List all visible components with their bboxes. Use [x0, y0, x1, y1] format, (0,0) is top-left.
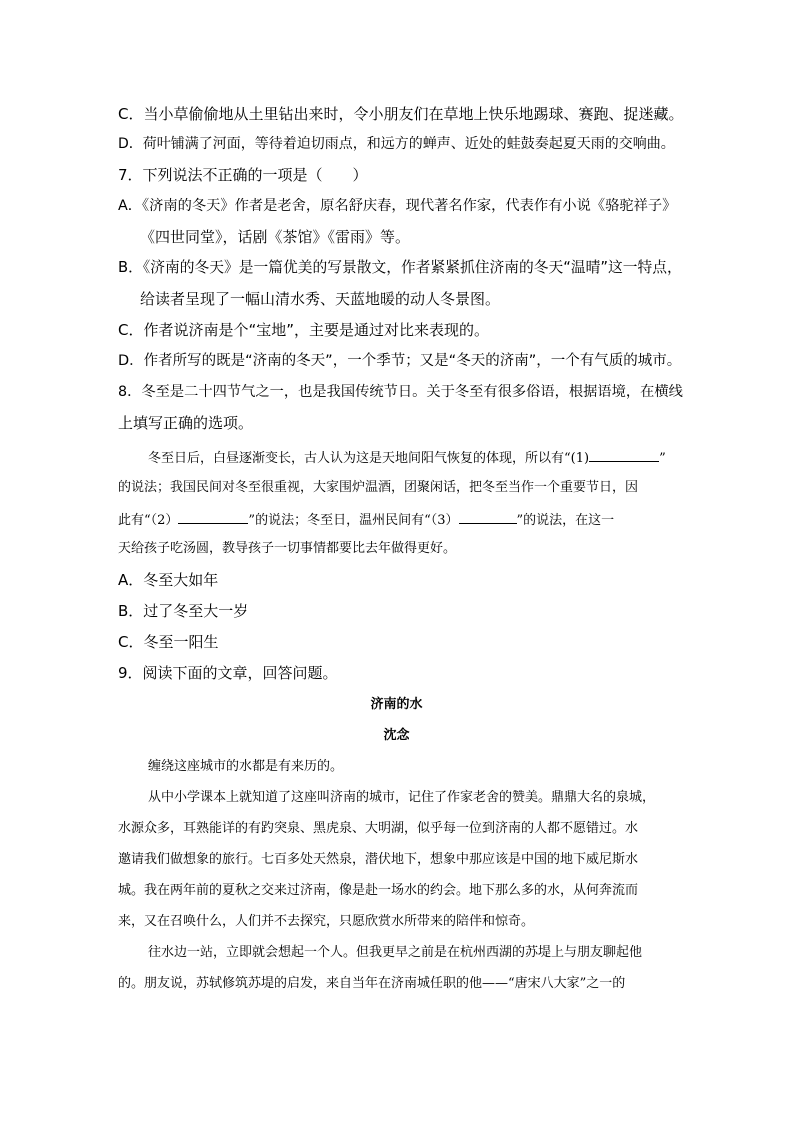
article-paragraph-2-line3: 邀请我们做想象的旅行。七百多处天然泉，潜伏地下，想象中那应该是中国的地下威尼斯水 [118, 852, 639, 867]
q8-passage-line3-text-c: ”的说法，在这一 [516, 513, 615, 528]
fill-blank-3[interactable] [459, 510, 517, 524]
q8-passage-line3-text-a: 此有“（2） [118, 513, 179, 528]
q6-option-d: D．荷叶铺满了河面，等待着迫切雨点，和远方的蝉声、近处的蛙鼓奏起夏天雨的交响曲。 [118, 136, 675, 152]
q8-passage-line1 [148, 448, 666, 468]
q8-option-b: B．过了冬至大一岁 [118, 602, 249, 620]
article-paragraph-1: 缠绕这座城市的水都是有来历的。 [148, 759, 344, 774]
q7-stem: 7．下列说法不正确的一项是（ ） [118, 166, 368, 184]
q8-passage-line2: 的说法；我国民间对冬至很重视，大家围炉温酒，团聚闲话，把冬至当作一个重要节日，因 [118, 480, 639, 495]
article-paragraph-2-line2: 水源众多，耳熟能详的有趵突泉、黑虎泉、大明湖，似乎每一位到济南的人都不愿错过。水 [118, 821, 639, 836]
article-paragraph-3-line1: 往水边一站，立即就会想起一个人。但我更早之前是在杭州西湖的苏堤上与朋友聊起他 [148, 945, 643, 960]
article-paragraph-2-line1: 从中小学课本上就知道了这座叫济南的城市，记住了作家老舍的赞美。鼎鼎大名的泉城， [148, 790, 656, 805]
q7-option-b-line2: 给读者呈现了一幅山清水秀、天蓝地暖的动人冬景图。 [140, 290, 501, 308]
q7-option-a-line1: A．《济南的冬天》作者是老舍，原名舒庆春，现代著名作家，代表作有小说《骆驼祥子》 [118, 198, 677, 214]
fill-blank-2[interactable] [178, 510, 248, 524]
article-paragraph-2-line5: 来，又在召唤什么，人们并不去探究，只愿欣赏水所带来的陪伴和惊奇。 [118, 914, 535, 929]
article-paragraph-2-line4: 城。我在两年前的夏秋之交来过济南，像是赴一场水的约会。地下那么多的水，从何奔流而 [118, 883, 639, 898]
fill-blank-1[interactable] [589, 448, 659, 462]
q8-option-a: A．冬至大如年 [118, 571, 219, 589]
q7-option-b-line1: B．《济南的冬天》是一篇优美的写景散文，作者紧紧抓住济南的冬天“温晴”这一特点， [118, 259, 682, 276]
q8-stem-line1: 8．冬至是二十四节气之一，也是我国传统节日。关于冬至有很多俗语，根据语境，在横线 [118, 384, 683, 400]
q8-passage-line1-end: ” [659, 451, 666, 466]
q8-passage-line3-text-b: ”的说法；冬至日，温州民间有“（3） [248, 513, 459, 528]
article-author: 沈念 [383, 728, 410, 743]
q8-passage-line4: 天给孩子吃汤圆，教导孩子一切事情都要比去年做得更好。 [118, 541, 457, 556]
q6-option-c: C．当小草偷偷地从土里钻出来时，令小朋友们在草地上快乐地踢球、赛跑、捉迷藏。 [118, 105, 684, 123]
q8-stem-line2: 上填写正确的选项。 [118, 414, 254, 432]
q8-passage-line1-text: 冬至日后，白昼逐渐变长，古人认为这是天地间阳气恢复的体现，所以有“(1) [148, 451, 590, 466]
q7-option-c: C．作者说济南是个“宝地”，主要是通过对比来表现的。 [118, 321, 490, 339]
article-paragraph-3-line2: 的。朋友说，苏轼修筑苏堤的启发，来自当年在济南城任职的他——“唐宋八大家”之一的 [118, 976, 626, 991]
q8-passage-line3 [118, 510, 614, 530]
q7-option-a-line2: 《四世同堂》，话剧《茶馆》《雷雨》等。 [140, 228, 411, 246]
q8-option-c: C．冬至一阳生 [118, 633, 219, 651]
q9-stem: 9．阅读下面的文章，回答问题。 [118, 664, 338, 682]
q7-option-d: D．作者所写的既是“济南的冬天”，一个季节；又是“冬天的济南”，一个有气质的城市。 [118, 353, 682, 369]
article-title: 济南的水 [370, 697, 423, 712]
